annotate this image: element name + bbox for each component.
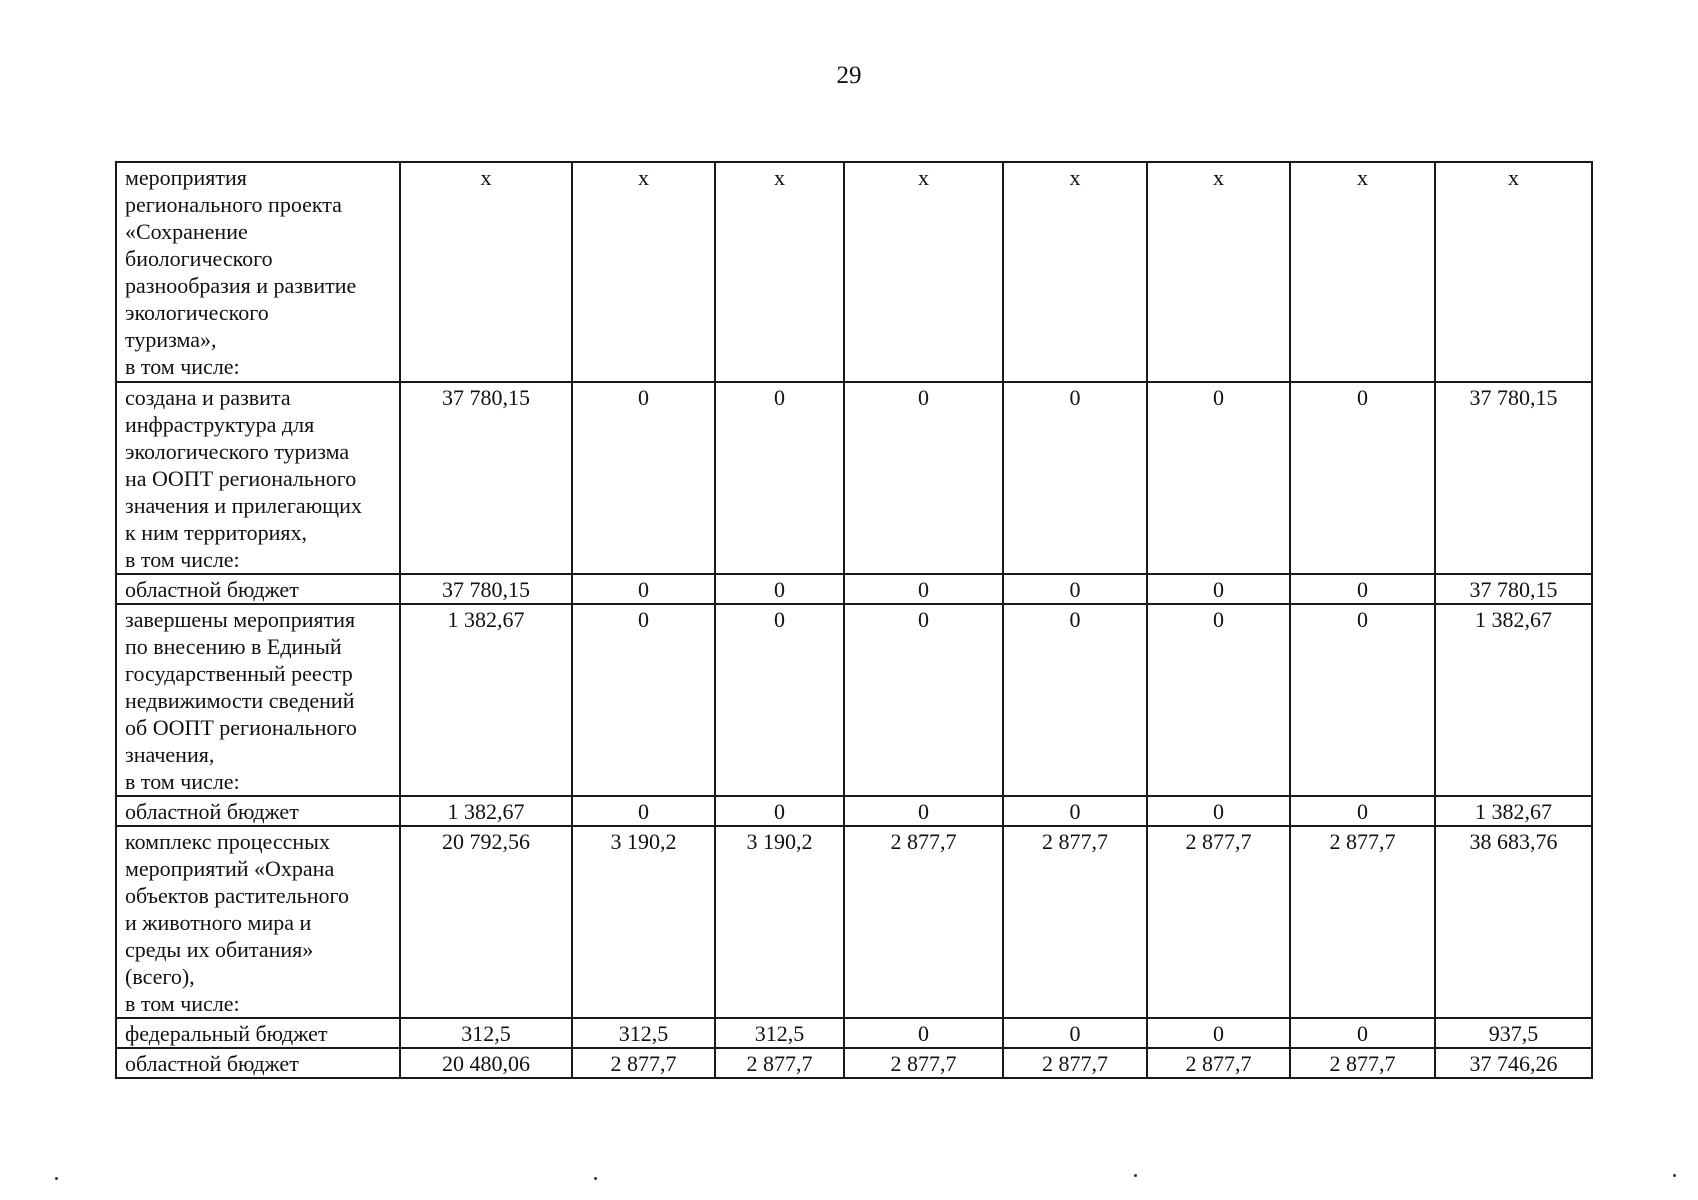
- table-cell: 2 877,7: [1003, 1048, 1147, 1078]
- table-cell: 2 877,7: [1003, 826, 1147, 1018]
- table-row: [116, 1048, 1592, 1078]
- table-cell: 20 792,56: [400, 826, 572, 1018]
- table-cell: 2 877,7: [844, 1048, 1003, 1078]
- table-cell: x: [844, 162, 1003, 382]
- table-cell: 37 780,15: [1435, 574, 1592, 604]
- scan-speck: [1673, 1174, 1676, 1177]
- table-cell: 0: [1147, 382, 1290, 574]
- table-cell: 0: [1003, 1018, 1147, 1048]
- table-cell: 0: [844, 796, 1003, 826]
- table-cell: 2 877,7: [572, 1048, 715, 1078]
- table-cell: 0: [844, 604, 1003, 796]
- table-row: [116, 574, 1592, 604]
- table-cell: 38 683,76: [1435, 826, 1592, 1018]
- table-row: [116, 604, 1592, 796]
- table-cell: 0: [1290, 1018, 1435, 1048]
- table-cell: 2 877,7: [1290, 1048, 1435, 1078]
- row-label: мероприятия регионального проекта «Сохранение биологического разнообразия и развитие экологического туризма», в том числе:: [116, 162, 400, 382]
- table-cell: 20 480,06: [400, 1048, 572, 1078]
- page-number: 29: [836, 62, 862, 89]
- table-cell: 312,5: [400, 1018, 572, 1048]
- table-cell: x: [400, 162, 572, 382]
- table-cell: x: [572, 162, 715, 382]
- table-cell: 0: [1003, 796, 1147, 826]
- table-cell: 0: [1290, 574, 1435, 604]
- table-cell: 0: [572, 382, 715, 574]
- table-cell: 0: [1147, 1018, 1290, 1048]
- row-label: комплекс процессных мероприятий «Охрана объектов растительного и животного мира и среды их обитания» (всего), в том числе:: [116, 826, 400, 1018]
- table-cell: 2 877,7: [715, 1048, 844, 1078]
- table-cell: 2 877,7: [1147, 826, 1290, 1018]
- table-cell: 0: [715, 796, 844, 826]
- table-cell: 0: [1003, 604, 1147, 796]
- table-cell: 312,5: [715, 1018, 844, 1048]
- scan-speck: [1134, 1174, 1137, 1177]
- table-cell: 1 382,67: [400, 604, 572, 796]
- table-cell: 2 877,7: [1147, 1048, 1290, 1078]
- table-cell: 0: [572, 604, 715, 796]
- table-cell: 0: [844, 1018, 1003, 1048]
- table-cell: 2 877,7: [1290, 826, 1435, 1018]
- table-cell: 0: [715, 604, 844, 796]
- table-cell: 0: [844, 574, 1003, 604]
- table-cell: 0: [1003, 574, 1147, 604]
- table-cell: 37 780,15: [400, 382, 572, 574]
- table-cell: 0: [715, 382, 844, 574]
- table-cell: 0: [572, 574, 715, 604]
- row-label: создана и развита инфраструктура для экологического туризма на ООПТ регионального значения и прилегающих к ним территориях, в том числе:: [116, 382, 400, 574]
- table-cell: x: [1290, 162, 1435, 382]
- table-cell: x: [1003, 162, 1147, 382]
- table-cell: x: [1435, 162, 1592, 382]
- table-row: [116, 1018, 1592, 1048]
- row-label: федеральный бюджет: [116, 1018, 400, 1048]
- table-cell: 3 190,2: [572, 826, 715, 1018]
- table-cell: 0: [1290, 796, 1435, 826]
- table-cell: 0: [1147, 574, 1290, 604]
- table-cell: 0: [844, 382, 1003, 574]
- row-label: областной бюджет: [116, 796, 400, 826]
- table-cell: 37 780,15: [1435, 382, 1592, 574]
- scan-speck: [55, 1177, 58, 1180]
- row-label: областной бюджет: [116, 1048, 400, 1078]
- table-cell: 0: [1290, 604, 1435, 796]
- table-cell: 0: [1147, 604, 1290, 796]
- table-row: [116, 796, 1592, 826]
- scan-speck: [594, 1177, 597, 1180]
- row-label: завершены мероприятия по внесению в Единый государственный реестр недвижимости сведений об ООПТ регионального значения, в том числе:: [116, 604, 400, 796]
- table-cell: 0: [1290, 382, 1435, 574]
- table-cell: 1 382,67: [1435, 604, 1592, 796]
- table-cell: 37 746,26: [1435, 1048, 1592, 1078]
- table-cell: 0: [715, 574, 844, 604]
- table-cell: 0: [1147, 796, 1290, 826]
- table-cell: 0: [1003, 382, 1147, 574]
- table-cell: 937,5: [1435, 1018, 1592, 1048]
- table-cell: x: [1147, 162, 1290, 382]
- table-cell: 37 780,15: [400, 574, 572, 604]
- table-row: [116, 826, 1592, 1018]
- table-row: [116, 382, 1592, 574]
- row-label: областной бюджет: [116, 574, 400, 604]
- table-cell: 312,5: [572, 1018, 715, 1048]
- table-cell: 1 382,67: [400, 796, 572, 826]
- table-cell: 2 877,7: [844, 826, 1003, 1018]
- table-row: [116, 162, 1592, 382]
- table-cell: 1 382,67: [1435, 796, 1592, 826]
- table-cell: 0: [572, 796, 715, 826]
- budget-table: [115, 161, 1593, 1079]
- table-cell: 3 190,2: [715, 826, 844, 1018]
- table-cell: x: [715, 162, 844, 382]
